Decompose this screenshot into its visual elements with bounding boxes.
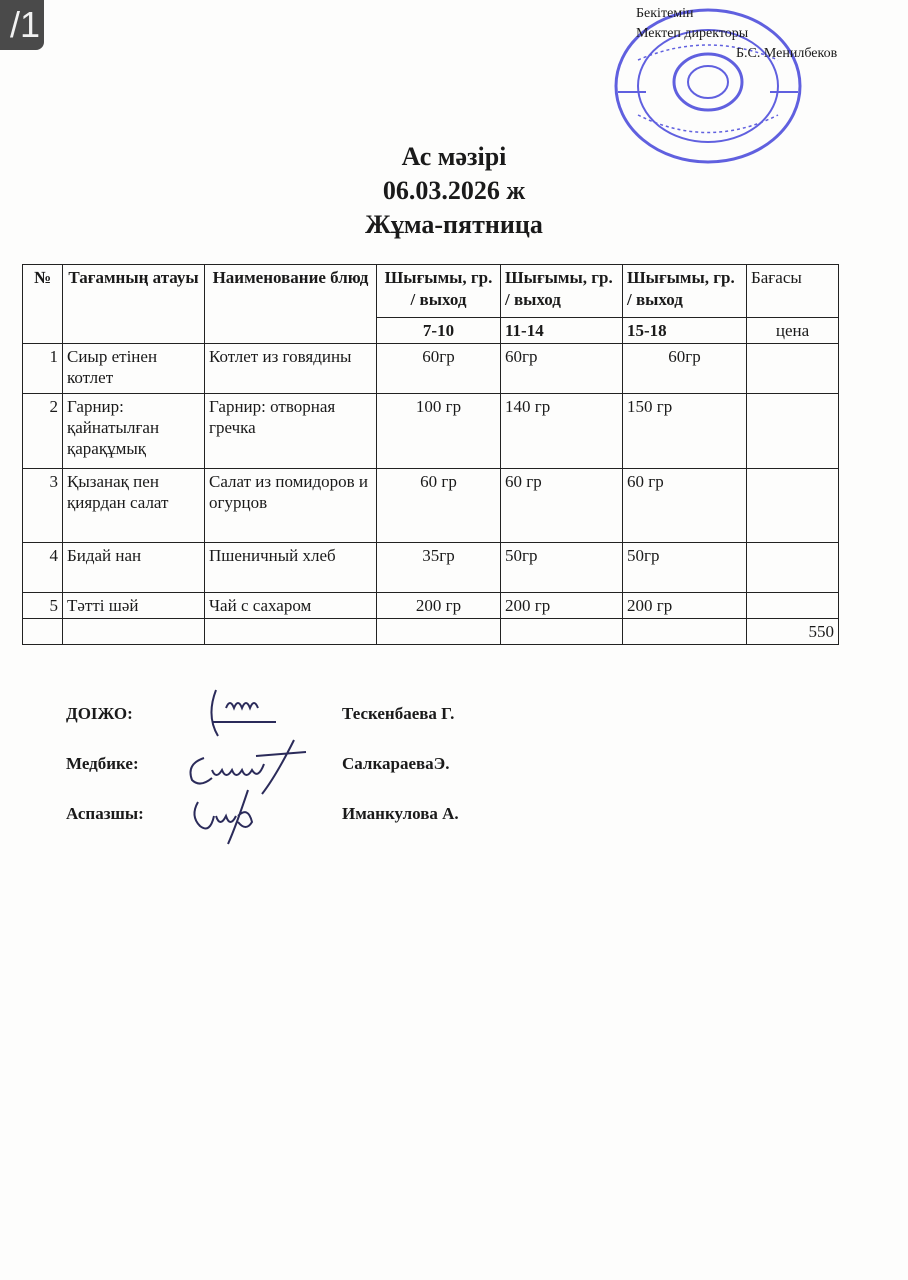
yield-15-18: 60 гр (623, 469, 747, 543)
dish-name-kz: Сиыр етінен котлет (63, 344, 205, 394)
yield-7-10: 60гр (377, 344, 501, 394)
yield-11-14: 60 гр (501, 469, 623, 543)
header-name-ru: Наименование блюд (205, 265, 377, 344)
yield-11-14: 200 гр (501, 593, 623, 619)
signature-name: СалкараеваЭ. (342, 754, 450, 773)
approval-block (636, 4, 837, 64)
signature-name: Иманкулова А. (342, 804, 459, 823)
row-no: 3 (23, 469, 63, 543)
total-price: 550 (747, 619, 839, 645)
signatures-block (66, 704, 666, 854)
yield-15-18: 150 гр (623, 394, 747, 469)
price-cell (747, 469, 839, 543)
dish-name-ru: Пшеничный хлеб (205, 543, 377, 593)
table-row (23, 543, 839, 593)
signature-name: Тескенбаева Г. (342, 704, 455, 723)
yield-15-18: 200 гр (623, 593, 747, 619)
header-yield-1: Шығымы, гр. / выход (377, 265, 501, 318)
signature-row (66, 754, 666, 804)
page-indicator: /1 (0, 0, 44, 50)
dish-name-ru: Гарнир: отворная гречка (205, 394, 377, 469)
price-cell (747, 543, 839, 593)
signature-role: ДОІЖО: (66, 704, 133, 723)
table-row (23, 344, 839, 394)
header-price-kz: Бағасы (747, 265, 839, 318)
header-no: № (23, 265, 63, 344)
table-row (23, 469, 839, 543)
table-row (23, 593, 839, 619)
approval-title: Бекітемін (636, 6, 694, 21)
dish-name-kz: Бидай нан (63, 543, 205, 593)
handwritten-signature (176, 786, 316, 846)
yield-7-10: 100 гр (377, 394, 501, 469)
menu-table (22, 264, 839, 645)
dish-name-ru: Салат из помидоров и огурцов (205, 469, 377, 543)
header-name-kz: Тағамның атауы (63, 265, 205, 344)
header-yield-3: Шығымы, гр. / выход (623, 265, 747, 318)
dish-name-kz: Қызанақ пен қиярдан салат (63, 469, 205, 543)
yield-11-14: 140 гр (501, 394, 623, 469)
yield-7-10: 35гр (377, 543, 501, 593)
row-no: 1 (23, 344, 63, 394)
title-main: Ас мәзірі (401, 142, 507, 171)
header-yield-2: Шығымы, гр. / выход (501, 265, 623, 318)
age-group-3: 15-18 (623, 318, 747, 344)
dish-name-kz: Гарнир: қайнатылған қарақұмық (63, 394, 205, 469)
age-group-2: 11-14 (501, 318, 623, 344)
row-no: 4 (23, 543, 63, 593)
row-no: 5 (23, 593, 63, 619)
signature-row (66, 704, 666, 754)
price-cell (747, 394, 839, 469)
price-cell (747, 344, 839, 394)
title-date: 06.03.2026 ж (382, 176, 526, 205)
menu-title (0, 140, 908, 242)
dish-name-ru: Котлет из говядины (205, 344, 377, 394)
signature-role: Медбике: (66, 754, 139, 773)
approval-position: Мектеп директоры (636, 26, 749, 41)
dish-name-kz: Тәтті шәй (63, 593, 205, 619)
signature-role: Аспазшы: (66, 804, 144, 823)
yield-11-14: 50гр (501, 543, 623, 593)
table-row (23, 394, 839, 469)
table-header-row (23, 265, 839, 318)
dish-name-ru: Чай с сахаром (205, 593, 377, 619)
yield-15-18: 50гр (623, 543, 747, 593)
approval-director-name: Б.С. Менилбеков (736, 46, 838, 61)
header-price-ru: цена (747, 318, 839, 344)
price-cell (747, 593, 839, 619)
row-no: 2 (23, 394, 63, 469)
age-group-1: 7-10 (377, 318, 501, 344)
yield-7-10: 60 гр (377, 469, 501, 543)
signature-row (66, 804, 666, 854)
table-total-row (23, 619, 839, 645)
yield-15-18: 60гр (623, 344, 747, 394)
title-day: Жұма-пятница (365, 210, 543, 239)
yield-7-10: 200 гр (377, 593, 501, 619)
yield-11-14: 60гр (501, 344, 623, 394)
